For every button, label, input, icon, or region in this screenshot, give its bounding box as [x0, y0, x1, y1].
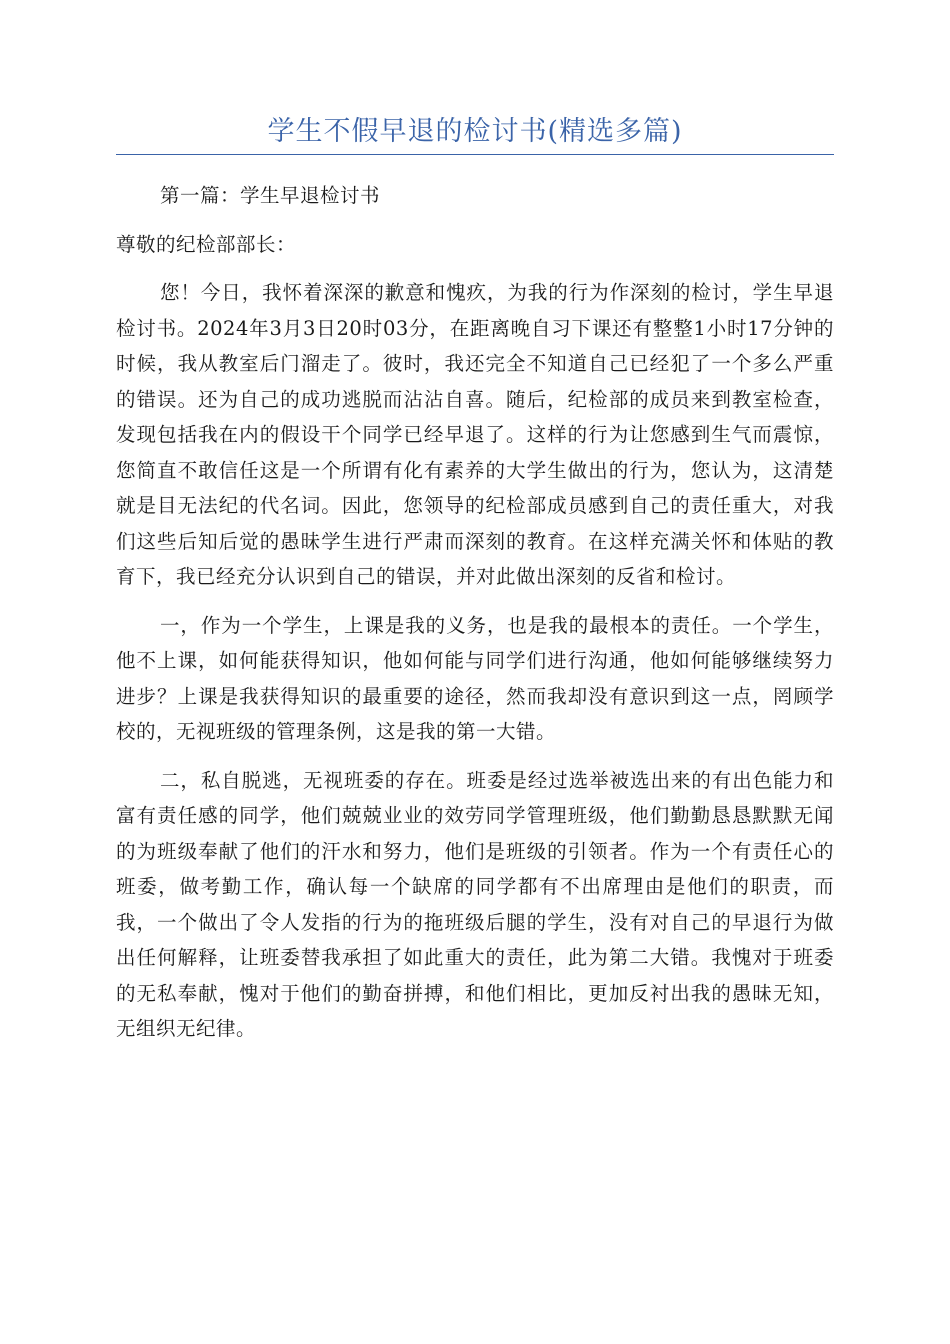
- paragraph-1: 您！今日，我怀着深深的歉意和愧疚，为我的行为作深刻的检讨，学生早退检讨书。2024年3月3日20时03分，在距离晚自习下课还有整整1小时17分钟的时候，我从教室后门溜走了。彼时，我还完全不知道自己已经犯了一个多么严重的错误。还为自己的成功逃脱而沾沾自喜。随后，纪检部的成员来到教室检查，发现包括我在内的假设干个同学已经早退了。这样的行为让您感到生气而震惊，您简直不敢信任这是一个所谓有化有素养的大学生做出的行为，您认为，这清楚就是目无法纪的代名词。因此，您领导的纪检部成员感到自己的责任重大，对我们这些后知后觉的愚昧学生进行严肃而深刻的教育。在这样充满关怀和体贴的教育下，我已经充分认识到自己的错误，并对此做出深刻的反省和检讨。: [116, 281, 834, 588]
- title-underline: [116, 154, 834, 155]
- section-heading: 第一篇：学生早退检讨书: [160, 184, 381, 207]
- paragraph-3: 二，私自脱逃，无视班委的存在。班委是经过选举被选出来的有出色能力和富有责任感的同学，他们兢兢业业的效劳同学管理班级，他们勤勤恳恳默默无闻的为班级奉献了他们的汗水和努力，他们是班级的引领者。作为一个有责任心的班委，做考勤工作，确认每一个缺席的同学都有不出席理由是他们的职责，而我，一个做出了令人发指的行为的拖班级后腿的学生，没有对自己的早退行为做出任何解释，让班委替我承担了如此重大的责任，此为第二大错。我愧对于班委的无私奉献，愧对于他们的勤奋拼搏，和他们相比，更加反衬出我的愚昧无知，无组织无纪律。: [116, 768, 834, 1040]
- document-title: 学生不假早退的检讨书(精选多篇): [267, 116, 683, 147]
- document-body: [116, 178, 834, 1060]
- paragraph-2: 一，作为一个学生，上课是我的义务，也是我的最根本的责任。一个学生，他不上课，如何能获得知识，他如何能与同学们进行沟通，他如何能够继续努力进步？上课是我获得知识的最重要的途径，然而我却没有意识到这一点，罔顾学校的，无视班级的管理条例，这是我的第一大错。: [116, 613, 834, 743]
- salutation: 尊敬的纪检部部长：: [116, 232, 297, 256]
